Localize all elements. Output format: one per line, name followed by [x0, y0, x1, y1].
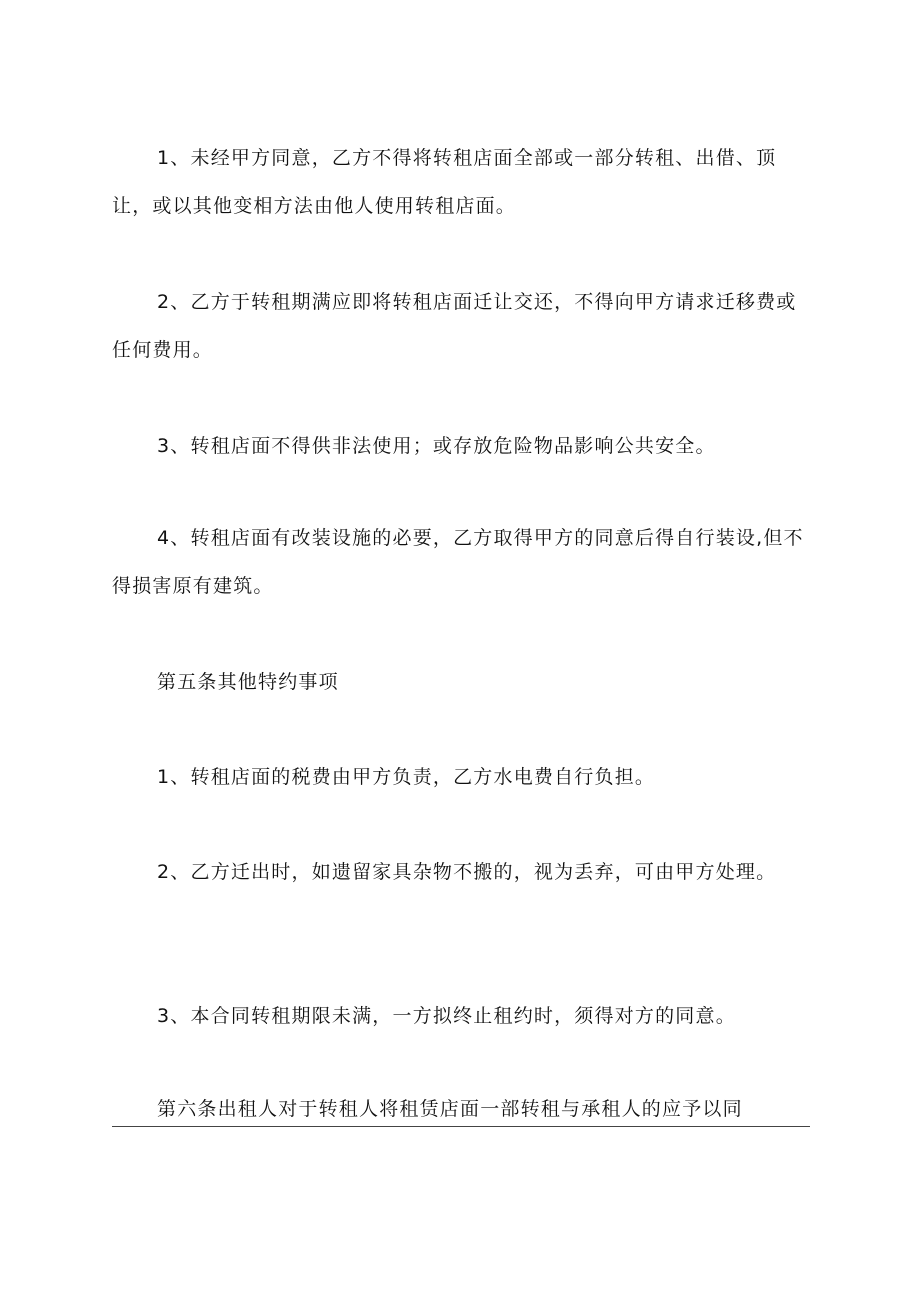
- section-6-heading: 第六条出租人对于转租人将租赁店面一部转租与承租人的应予以同: [157, 1098, 743, 1120]
- clause-1-line-2: 让，或以其他变相方法由他人使用转租店面。: [112, 195, 517, 217]
- clause-2-line-2: 任何费用。: [112, 339, 214, 361]
- section-5-item-1: 1、转租店面的税费由甲方负责，乙方水电费自行负担。: [157, 766, 656, 788]
- clause-4-line-1: 4、转租店面有改装设施的必要，乙方取得甲方的同意后得自行装设,但不: [157, 527, 804, 549]
- section-5-item-2: 2、乙方迁出时，如遗留家具杂物不搬的，视为丢弃，可由甲方处理。: [157, 861, 777, 883]
- clause-4-line-2: 得损害原有建筑。: [112, 575, 274, 597]
- clause-3-line-1: 3、转租店面不得供非法使用；或存放危险物品影响公共安全。: [157, 435, 716, 457]
- clause-2-line-1: 2、乙方于转租期满应即将转租店面迁让交还，不得向甲方请求迁移费或: [157, 291, 797, 313]
- section-5-heading: 第五条其他特约事项: [157, 671, 339, 693]
- clause-1-line-1: 1、未经甲方同意，乙方不得将转租店面全部或一部分转租、出借、顶: [157, 147, 777, 169]
- section-5-item-3: 3、本合同转租期限未满，一方拟终止租约时，须得对方的同意。: [157, 1005, 736, 1027]
- page-bottom-rule: [112, 1126, 810, 1127]
